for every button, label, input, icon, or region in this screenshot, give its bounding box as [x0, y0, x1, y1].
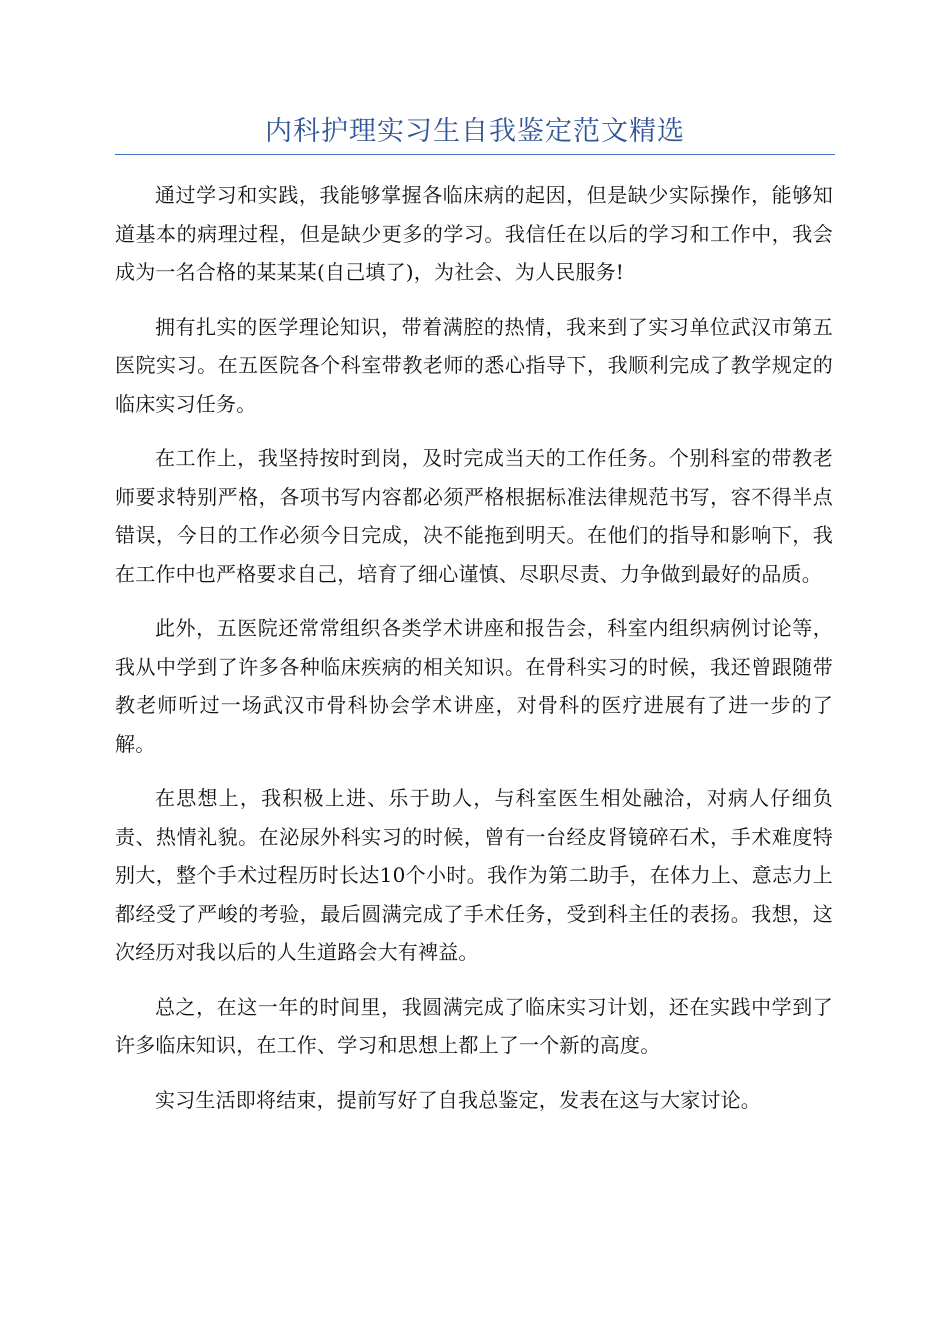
- document-title: 内科护理实习生自我鉴定范文精选: [265, 116, 685, 147]
- paragraph-3: 在工作上，我坚持按时到岗，及时完成当天的工作任务。个别科室的带教老师要求特别严格，各项书写内容都必须严格根据标准法律规范书写，容不得半点错误，今日的工作必须今日完成，决不能拖到明天。在他们的指导和影响下，我在工作中也严格要求自己，培育了细心谨慎、尽职尽责、力争做到最好的品质。: [115, 446, 833, 586]
- paragraph-4: 此外，五医院还常常组织各类学术讲座和报告会，科室内组织病例讨论等，我从中学到了许多各种临床疾病的相关知识。在骨科实习的时候，我还曾跟随带教老师听过一场武汉市骨科协会学术讲座，对骨科的医疗进展有了进一步的了解。: [115, 616, 833, 756]
- title-underline: [115, 154, 835, 155]
- paragraph-6: 总之，在这一年的时间里，我圆满完成了临床实习计划，还在实践中学到了许多临床知识，在工作、学习和思想上都上了一个新的高度。: [115, 994, 833, 1057]
- document-body: [115, 176, 833, 1135]
- title-block: [115, 112, 835, 152]
- paragraph-1: 通过学习和实践，我能够掌握各临床病的起因，但是缺少实际操作，能够知道基本的病理过程，但是缺少更多的学习。我信任在以后的学习和工作中，我会成为一名合格的某某某(自己填了)，为社会、为人民服务!: [115, 183, 833, 284]
- paragraph-5: 在思想上，我积极上进、乐于助人，与科室医生相处融洽，对病人仔细负责、热情礼貌。在泌尿外科实习的时候，曾有一台经皮肾镜碎石术，手术难度特别大，整个手术过程历时长达10个小时。我作为第二助手，在体力上、意志力上都经受了严峻的考验，最后圆满完成了手术任务，受到科主任的表扬。我想，这次经历对我以后的人生道路会大有裨益。: [115, 786, 833, 964]
- paragraph-2: 拥有扎实的医学理论知识，带着满腔的热情，我来到了实习单位武汉市第五医院实习。在五医院各个科室带教老师的悉心指导下，我顺利完成了教学规定的临床实习任务。: [115, 314, 833, 416]
- paragraph-7: 实习生活即将结束，提前写好了自我总鉴定，发表在这与大家讨论。: [155, 1087, 761, 1112]
